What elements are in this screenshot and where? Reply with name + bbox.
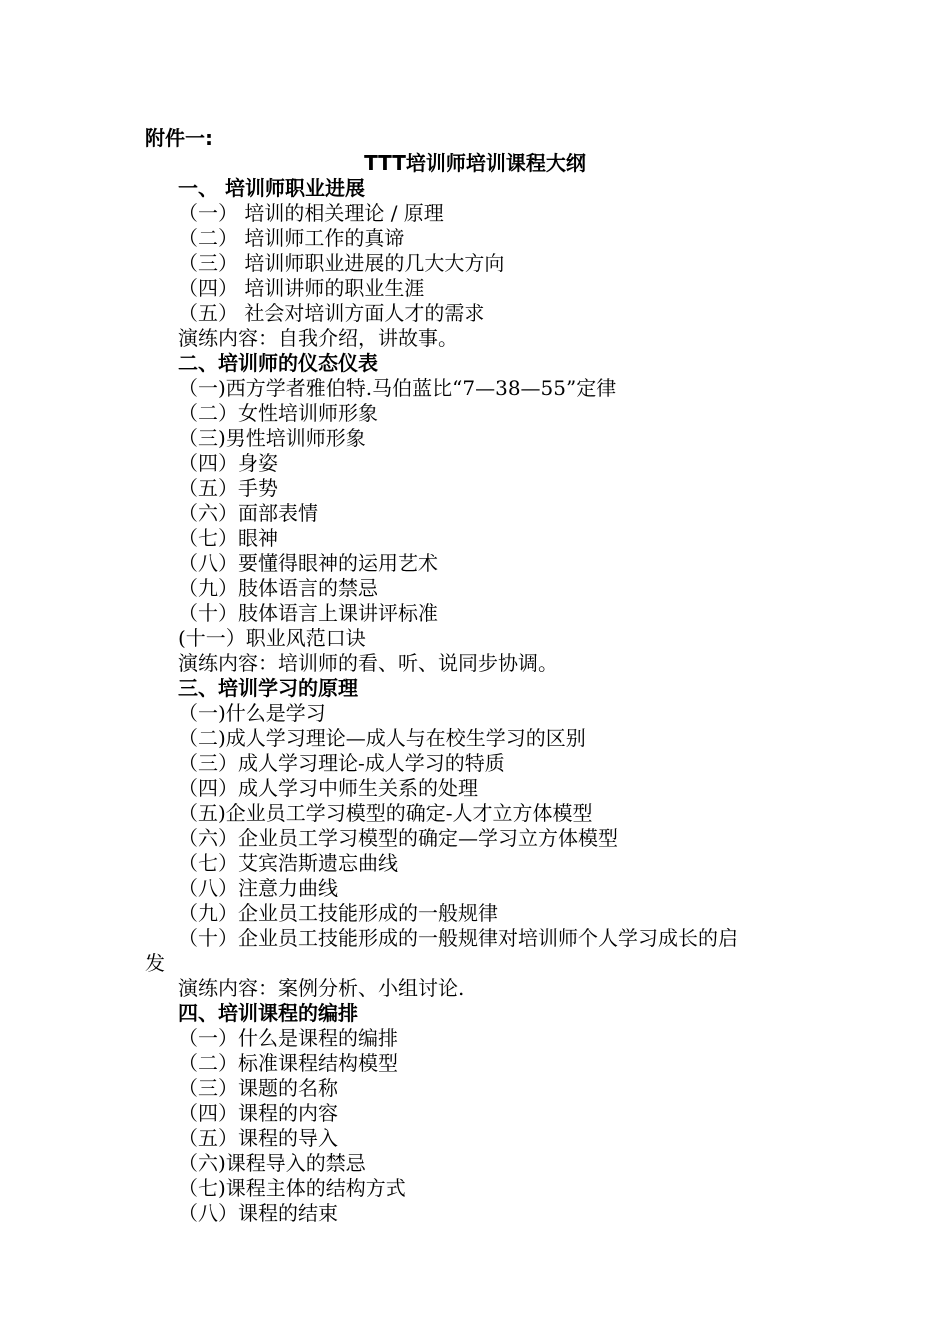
section-3-item: （十）企业员工技能形成的一般规律对培训师个人学习成长的启 [178,926,738,950]
section-3-heading: 三、培训学习的原理 [178,676,358,700]
document-title: TTT培训师培训课程大纲 [364,151,586,175]
section-4-item: （六)课程导入的禁忌 [178,1151,366,1175]
section-1-item: （三） 培训师职业进展的几大大方向 [178,251,505,275]
section-4-heading: 四、培训课程的编排 [178,1001,358,1025]
section-4-item: （四）课程的内容 [178,1101,338,1125]
section-3-item: （三）成人学习理论-成人学习的特质 [178,751,505,775]
section-3-practice: 演练内容：案例分析、小组讨论. [178,976,465,1000]
section-3-item: （一)什么是学习 [178,701,326,725]
section-1-heading: 一、 培训师职业进展 [178,176,365,200]
section-1-item: （一） 培训的相关理论 / 原理 [178,201,444,225]
section-2-item: （三)男性培训师形象 [178,426,366,450]
section-3-item: （七）艾宾浩斯遗忘曲线 [178,851,398,875]
section-1-item: （五） 社会对培训方面人才的需求 [178,301,485,325]
section-2-item: (十一）职业风范口诀 [178,626,366,650]
section-3-item: （六）企业员工学习模型的确定—学习立方体模型 [178,826,618,850]
section-2-heading: 二、培训师的仪态仪表 [178,351,378,375]
section-3-item: （四）成人学习中师生关系的处理 [178,776,478,800]
section-1-item: （四） 培训讲师的职业生涯 [178,276,425,300]
attachment-label: 附件一: [145,126,213,150]
section-3-item: （五)企业员工学习模型的确定-人才立方体模型 [178,801,593,825]
section-2-item: （六）面部表情 [178,501,318,525]
section-2-item: （五）手势 [178,476,278,500]
section-3-item: （九）企业员工技能形成的一般规律 [178,901,498,925]
section-4-item: （七)课程主体的结构方式 [178,1176,406,1200]
section-4-item: （一）什么是课程的编排 [178,1026,398,1050]
section-4-item: （五）课程的导入 [178,1126,338,1150]
section-2-item: （九）肢体语言的禁忌 [178,576,378,600]
section-1-practice: 演练内容：自我介绍，讲故事。 [178,326,458,350]
section-3-item: （二)成人学习理论—成人与在校生学习的区别 [178,726,586,750]
section-1-item: （二） 培训师工作的真谛 [178,226,405,250]
section-3-item-wrap: 发 [145,951,165,975]
section-3-item: （八）注意力曲线 [178,876,338,900]
section-2-item: （八）要懂得眼神的运用艺术 [178,551,438,575]
section-2-item: （一)西方学者雅伯特.马伯蓝比“7—38—55”定律 [178,376,617,400]
section-2-item: （七）眼神 [178,526,278,550]
section-2-item: （十）肢体语言上课讲评标准 [178,601,438,625]
section-4-item: （二）标准课程结构模型 [178,1051,398,1075]
section-2-item: （二）女性培训师形象 [178,401,378,425]
section-2-practice: 演练内容：培训师的看、听、说同步协调。 [178,651,558,675]
section-2-item: （四）身姿 [178,451,278,475]
section-4-item: （八）课程的结束 [178,1201,338,1225]
section-4-item: （三）课题的名称 [178,1076,338,1100]
